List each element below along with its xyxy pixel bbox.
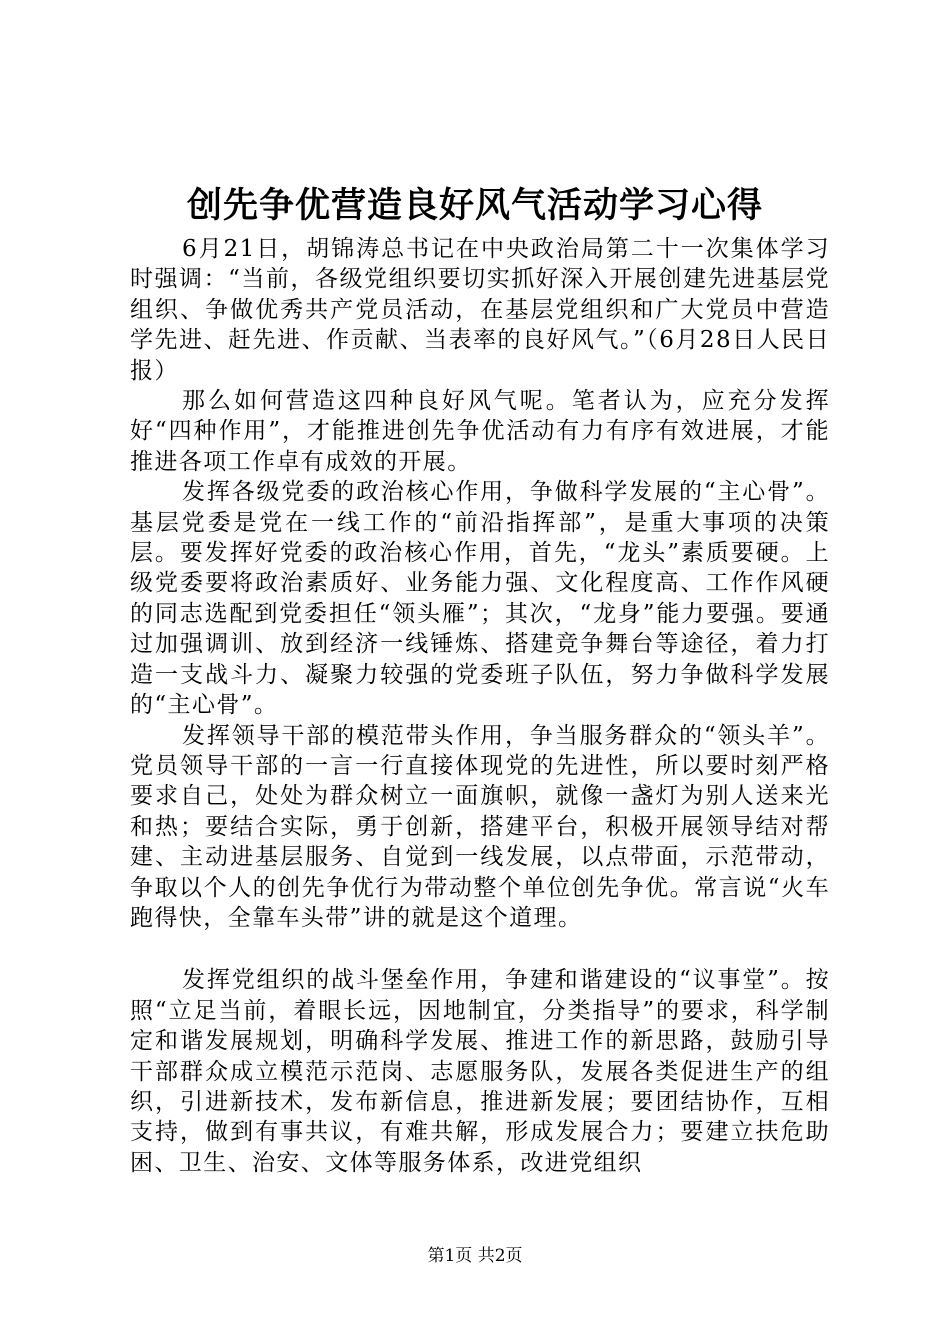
paragraph-party-committee: 发挥各级党委的政治核心作用，争做科学发展的“主心骨”。基层党委是党在一线工作的“前沿指挥部”，是重大事项的决策层。要发挥好党委的政治核心作用，首先，“龙头”素质要硬。上级党委要将政治素质好、业务能力强、文化程度高、工作作风硬的同志选配到党委担任“领头雁”；其次，“龙身”能力要强。要通过加强调训、放到经济一线锤炼、搭建竞争舞台等途径，着力打造一支战斗力、凝聚力较强的党委班子队伍，努力争做科学发展的“主心骨”。	[130, 479, 830, 719]
paragraph-question: 那么如何营造这四种良好风气呢。笔者认为，应充分发挥好“四种作用”，才能推进创先争优活动有力有序有效进展，才能推进各项工作卓有成效的开展。	[130, 388, 830, 475]
page-footer: 第1页 共2页	[427, 1246, 523, 1266]
paragraph-leading-cadres: 发挥领导干部的模范带头作用，争当服务群众的“领头羊”。党员领导干部的一言一行直接体现党的先进性，所以要时刻严格要求自己，处处为群众树立一面旗帜，就像一盏灯为别人送来光和热；要结合实际，勇于创新，搭建平台，积极开展领导结对帮建、主动进基层服务、自觉到一线发展，以点带面，示范带动，争取以个人的创先争优行为带动整个单位创先争优。常言说“火车跑得快，全靠车头带”讲的就是这个道理。	[130, 722, 830, 931]
document-title: 创先争优营造良好风气活动学习心得	[186, 185, 763, 226]
paragraph-intro: 6月21日，胡锦涛总书记在中央政治局第二十一次集体学习时强调：“当前，各级党组织要切实抓好深入开展创建先进基层党组织、争做优秀共产党员活动，在基层党组织和广大党员中营造学先进、赶先进、作贡献、当表率的良好风气。”（6月28日人民日报）	[130, 236, 830, 384]
paragraph-party-organization: 发挥党组织的战斗堡垒作用，争建和谐建设的“议事堂”。按照“立足当前，着眼长远，因地制宜，分类指导”的要求，科学制定和谐发展规划，明确科学发展、推进工作的新思路，鼓励引导干部群众成立模范示范岗、志愿服务队，发展各类促进生产的组织，引进新技术，发布新信息，推进新发展；要团结协作，互相支持，做到有事共议，有难共解，形成发展合力；要建立扶危助困、卫生、治安、文体等服务体系，改进党组织	[130, 967, 830, 1176]
document-body	[130, 234, 830, 1178]
